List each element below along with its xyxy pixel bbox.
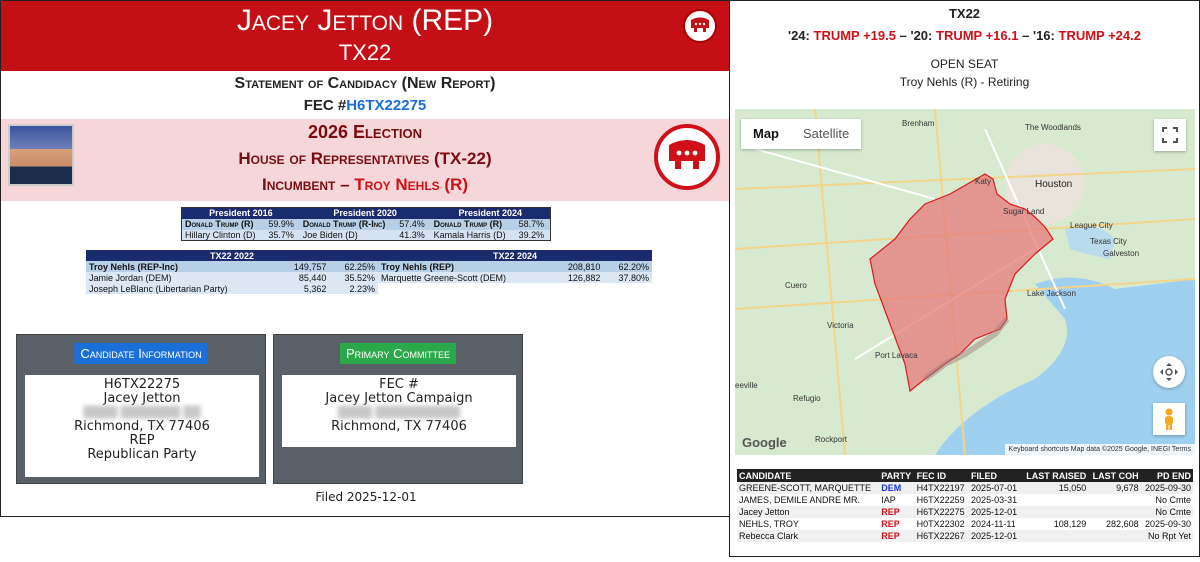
gop-elephant-icon xyxy=(683,9,717,43)
cell: Joseph LeBlanc (Libertarian Party) xyxy=(86,283,278,294)
congressional-results-table xyxy=(86,250,652,294)
col-last-raised: LAST RAISED xyxy=(1021,469,1088,482)
cell: 2024-11-11 xyxy=(971,519,1016,529)
candidates-table xyxy=(737,469,1193,542)
margin-20-label: '20: xyxy=(910,28,933,43)
candidate-name: Jacey Jetton xyxy=(103,391,181,406)
cell: Donald Trump (R) xyxy=(431,219,516,230)
pres-header-2016: President 2016 xyxy=(182,208,300,219)
cell xyxy=(1088,506,1140,518)
cell: REP xyxy=(879,530,914,542)
cell: 2025-09-30 xyxy=(1144,519,1191,529)
col-party: PARTY xyxy=(879,469,914,482)
map-label: Sugar Land xyxy=(1003,207,1045,216)
cell: 9,678 xyxy=(1088,482,1140,494)
candidate-city: Richmond, TX 77406 xyxy=(74,419,210,434)
map-label: Victoria xyxy=(827,321,854,330)
map-label: The Woodlands xyxy=(1025,123,1081,132)
map-label: Cuero xyxy=(785,281,807,290)
cell: No Cmte xyxy=(1155,495,1191,505)
cell: IAP xyxy=(881,495,896,505)
cell: NEHLS, TROY xyxy=(739,519,799,529)
presidential-margins xyxy=(730,28,1199,43)
cell: 2025-12-01 xyxy=(969,506,1021,518)
candidate-info-body xyxy=(25,375,259,477)
cong-header-2022: TX22 2022 xyxy=(86,250,378,261)
cell: H6TX22275 xyxy=(915,506,969,518)
cell: Rebecca Clark xyxy=(737,530,879,542)
committee-body xyxy=(282,375,516,447)
map-type-control xyxy=(741,119,861,149)
retiring-label: Troy Nehls (R) - Retiring xyxy=(899,75,1030,89)
open-seat-label: OPEN SEAT xyxy=(930,57,999,71)
cell: 2025-12-01 xyxy=(969,530,1021,542)
table-row[interactable] xyxy=(737,530,1193,542)
cell: 2025-09-30 xyxy=(1141,482,1193,494)
cell: 41.3% xyxy=(396,230,430,241)
cell xyxy=(603,283,652,294)
candidate-header xyxy=(1,1,729,71)
margin-16-label: '16: xyxy=(1032,28,1055,43)
incumbent-line xyxy=(1,175,729,195)
presidential-results-table xyxy=(181,207,551,241)
election-banner xyxy=(1,119,729,201)
cell xyxy=(1088,530,1140,542)
cell: 62.25% xyxy=(329,261,378,272)
map-label: Refugio xyxy=(793,394,821,403)
election-title: 2026 Election xyxy=(307,122,423,142)
cell: Hillary Clinton (D) xyxy=(182,230,266,241)
table-row xyxy=(182,230,551,241)
cell: Jacey Jetton xyxy=(737,506,879,518)
candidate-info-card xyxy=(16,334,266,484)
fec-line xyxy=(1,97,729,114)
cell xyxy=(1021,506,1088,518)
incumbent-name: Troy Nehls (R) xyxy=(354,175,468,194)
table-row xyxy=(86,283,652,294)
map-label: eeville xyxy=(735,381,758,390)
margin-20: TRUMP +16.1 xyxy=(936,28,1019,43)
col-pd-end: PD END xyxy=(1141,469,1193,482)
incumbent-prefix: Incumbent – xyxy=(261,175,355,194)
cell: 58.7% xyxy=(516,219,551,230)
map-label: Port Lavaca xyxy=(875,351,918,360)
election-office: House of Representatives (TX-22) xyxy=(238,149,492,168)
map-label: Rockport xyxy=(815,435,848,444)
table-row xyxy=(86,272,652,283)
cell: 149,757 xyxy=(278,261,329,272)
cell xyxy=(552,283,603,294)
map-label: Brenham xyxy=(902,119,935,128)
candidate-information-button[interactable]: Candidate Information xyxy=(74,343,207,364)
candidate-name-title: Jacey Jetton (REP) xyxy=(236,4,494,37)
pan-control-icon[interactable] xyxy=(1153,356,1185,388)
cell: 282,608 xyxy=(1106,519,1139,529)
cell: Donald Trump (R) xyxy=(182,219,266,230)
cell: 62.20% xyxy=(603,261,652,272)
district-label: TX22 xyxy=(948,6,981,21)
cell: 208,810 xyxy=(552,261,603,272)
col-candidate: CANDIDATE xyxy=(737,469,879,482)
cell: 85,440 xyxy=(278,272,329,283)
cell xyxy=(378,283,552,294)
cell: 35.52% xyxy=(329,272,378,283)
candidate-fec-id: H6TX22275 xyxy=(103,377,181,392)
committee-card xyxy=(273,334,523,484)
margin-24-label: '24: xyxy=(787,28,810,43)
cell: 2025-03-31 xyxy=(971,495,1018,505)
district-map[interactable] xyxy=(735,109,1195,455)
republican-logo-icon xyxy=(654,124,720,190)
cell: 39.2% xyxy=(516,230,551,241)
cell: GREENE-SCOTT, MARQUETTE xyxy=(737,482,879,494)
candidate-party: Republican Party xyxy=(87,447,197,462)
cell: Troy Nehls (REP) xyxy=(378,261,552,272)
col-last-coh: LAST COH xyxy=(1088,469,1140,482)
committee-fec: FEC # xyxy=(379,377,419,392)
map-label: Katy xyxy=(975,177,992,186)
margin-24: TRUMP +19.5 xyxy=(813,28,896,43)
cell: 35.7% xyxy=(265,230,299,241)
separator: – xyxy=(899,28,907,43)
filed-date: Filed 2025-12-01 xyxy=(315,490,417,504)
cell: Donald Trump (R-Inc) xyxy=(300,219,397,230)
cell: REP xyxy=(879,506,914,518)
cell: H0TX22302 xyxy=(916,519,965,529)
redacted-address: ████ ███████ ██ xyxy=(83,406,201,419)
district-title: TX22 xyxy=(338,40,392,65)
table-row[interactable] xyxy=(737,482,1193,494)
pres-header-2020: President 2020 xyxy=(300,208,431,219)
statement-title: Statement of Candidacy (New Report) xyxy=(234,75,496,92)
cell: REP xyxy=(881,519,900,529)
cell: No Rpt Yet xyxy=(1141,530,1193,542)
map-label: Texas City xyxy=(1090,237,1127,246)
pegman-icon[interactable] xyxy=(1153,403,1185,435)
cell: JAMES, DEMILE ANDRE MR. xyxy=(739,495,861,505)
col-fec-id: FEC ID xyxy=(915,469,969,482)
committee-city: Richmond, TX 77406 xyxy=(331,419,467,434)
map-attribution[interactable]: Keyboard shortcuts Map data ©2025 Google, INEGI Terms xyxy=(1005,444,1195,455)
cell: 15,050 xyxy=(1021,482,1088,494)
fullscreen-icon[interactable] xyxy=(1154,119,1186,151)
cell: H4TX22197 xyxy=(915,482,969,494)
cell: 126,882 xyxy=(552,272,603,283)
map-tab[interactable]: Map xyxy=(753,126,779,141)
cell: Jamie Jordan (DEM) xyxy=(86,272,278,283)
table-row xyxy=(86,261,652,272)
cell: No Cmte xyxy=(1141,506,1193,518)
cell: Troy Nehls (REP-Inc) xyxy=(86,261,278,272)
margin-16: TRUMP +24.2 xyxy=(1058,28,1141,43)
cell: 108,129 xyxy=(1053,519,1087,529)
cell xyxy=(1088,494,1140,506)
cell: 57.4% xyxy=(396,219,430,230)
primary-committee-button[interactable]: Primary Committee xyxy=(340,343,456,364)
separator: – xyxy=(1022,28,1030,43)
cell: 37.80% xyxy=(603,272,652,283)
fec-id-link[interactable]: H6TX22275 xyxy=(346,97,427,114)
table-row xyxy=(182,219,551,230)
cell: Kamala Harris (D) xyxy=(431,230,516,241)
map-label: League City xyxy=(1070,221,1113,230)
table-row[interactable] xyxy=(737,494,1193,506)
cell: 59.9% xyxy=(265,219,299,230)
col-filed: FILED xyxy=(969,469,1021,482)
cong-header-2024: TX22 2024 xyxy=(378,250,652,261)
table-row[interactable] xyxy=(737,518,1193,530)
fec-prefix: FEC # xyxy=(303,97,347,114)
cell: DEM xyxy=(879,482,914,494)
pres-header-2024: President 2024 xyxy=(431,208,551,219)
cell: 5,362 xyxy=(278,283,329,294)
district-panel xyxy=(729,0,1200,557)
map-label: Lake Jackson xyxy=(1027,289,1076,298)
cell: H6TX22259 xyxy=(916,495,965,505)
committee-name: Jacey Jetton Campaign xyxy=(325,391,473,406)
redacted-address: ████ ██████████ xyxy=(338,406,460,419)
candidate-party-code: REP xyxy=(129,433,155,448)
map-label: Galveston xyxy=(1103,249,1140,258)
cell: Marquette Greene-Scott (DEM) xyxy=(378,272,552,283)
table-header-row xyxy=(737,469,1193,482)
satellite-tab[interactable]: Satellite xyxy=(803,126,850,141)
google-logo: Google xyxy=(742,435,787,450)
cell: 2025-07-01 xyxy=(969,482,1021,494)
cell: 2.23% xyxy=(329,283,378,294)
cell xyxy=(1021,530,1088,542)
cell xyxy=(1021,494,1088,506)
cell: H6TX22267 xyxy=(915,530,969,542)
cell: Joe Biden (D) xyxy=(300,230,397,241)
map-label: Houston xyxy=(1035,179,1073,190)
table-row[interactable] xyxy=(737,506,1193,518)
